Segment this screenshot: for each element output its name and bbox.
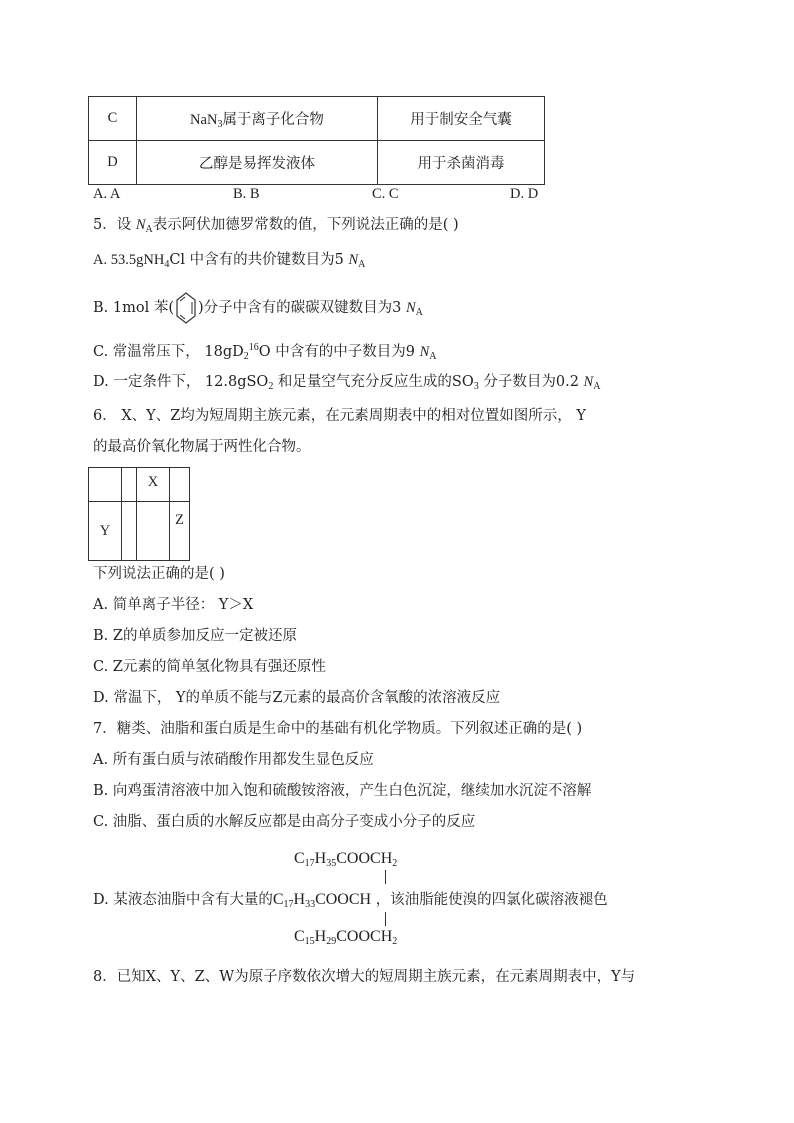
row-key: D <box>89 141 137 185</box>
q4-option-b: B. B <box>233 186 260 202</box>
q5-stem: 5．设 $N_A$表示阿伏加德罗常数的值，下列说法正确的是( ) <box>93 217 459 235</box>
q6-option-b: B. Z的单质参加反应一定被还原 <box>93 628 297 644</box>
formula-line-1: $C_{17}H_{35}COOCH_2$ <box>294 850 398 869</box>
q6-stem-line2: 的最高价氧化物属于两性化合物。 <box>93 439 311 455</box>
q7-option-c: C. 油脂、蛋白质的水解反应都是由高分子变成小分子的反应 <box>93 814 476 830</box>
q6-option-d: D. 常温下， Y的单质不能与Z元素的最高价含氧酸的浓溶液反应 <box>93 690 501 706</box>
q7-stem: 7．糖类、油脂和蛋白质是生命中的基础有机化学物质。下列叙述正确的是( ) <box>93 721 583 737</box>
q6-question: 下列说法正确的是( ) <box>93 566 225 582</box>
q7-option-d: D. 某液态油脂中含有大量的$C_{17}H_{33}COOCH$ ，该油脂能使溴的四氯化碳溶液褪色 <box>93 891 608 910</box>
table-row <box>89 97 545 141</box>
q4-option-d: D. D <box>510 186 539 202</box>
q6-stem-line1: 6． X、Y、Z均为短周期主族元素，在元素周期表中的相对位置如图所示， Y <box>93 408 586 424</box>
formula-line-2: $C_{17}H_{33}COOCH$ <box>272 891 372 910</box>
bond-line-bottom <box>385 912 386 926</box>
bond-line-top <box>385 870 386 884</box>
q8-stem: 8．已知X、Y、Z、W为原子序数依次增大的短周期主族元素，在元素周期表中，Y与 <box>93 969 636 985</box>
property-use-table <box>88 96 545 185</box>
row-property: 乙醇是易挥发液体 <box>137 141 378 185</box>
q5-option-d: D. 一定条件下， 12.8gSO$_2$ 和足量空气充分反应生成的$SO_3$ 分子数目为0.2 $N_A$ <box>93 374 601 392</box>
benzene-ring-icon <box>175 291 197 325</box>
row-use: 用于杀菌消毒 <box>378 141 545 185</box>
formula-line-3: $C_{15}H_{29}COOCH_2$ <box>294 928 398 947</box>
q7-option-a: A. 所有蛋白质与浓硝酸作用都发生显色反应 <box>93 752 374 768</box>
q5-option-c: C. 常温常压下， $18gD_2^{16}O$ 中含有的中子数目为9 $N_A$ <box>93 342 437 362</box>
element-x: X <box>137 468 170 502</box>
element-y: Y <box>89 502 122 561</box>
row-use: 用于制安全气囊 <box>378 97 545 141</box>
q4-option-a: A. A <box>93 186 121 202</box>
q7-option-b: B. 向鸡蛋清溶液中加入饱和硫酸铵溶液，产生白色沉淀，继续加水沉淀不溶解 <box>93 783 592 799</box>
q6-option-c: C. Z元素的简单氢化物具有强还原性 <box>93 659 326 675</box>
q6-option-a: A. 简单离子半径： Y＞X <box>93 597 254 613</box>
row-key: C <box>89 97 137 141</box>
q5-option-b: B. 1mol 苯( )分子中含有的碳碳双键数目为3 $N_A$ <box>93 291 423 325</box>
q4-option-c: C. C <box>372 186 399 202</box>
row-property: NaN$_3$属于离子化合物 <box>137 97 378 141</box>
element-z: Z <box>170 502 190 561</box>
q5-option-a: A. 53.5gNH$_4$Cl 中含有的共价键数目为5 $N_A$ <box>93 252 366 270</box>
table-row <box>89 141 545 185</box>
periodic-table-fragment <box>88 467 190 561</box>
